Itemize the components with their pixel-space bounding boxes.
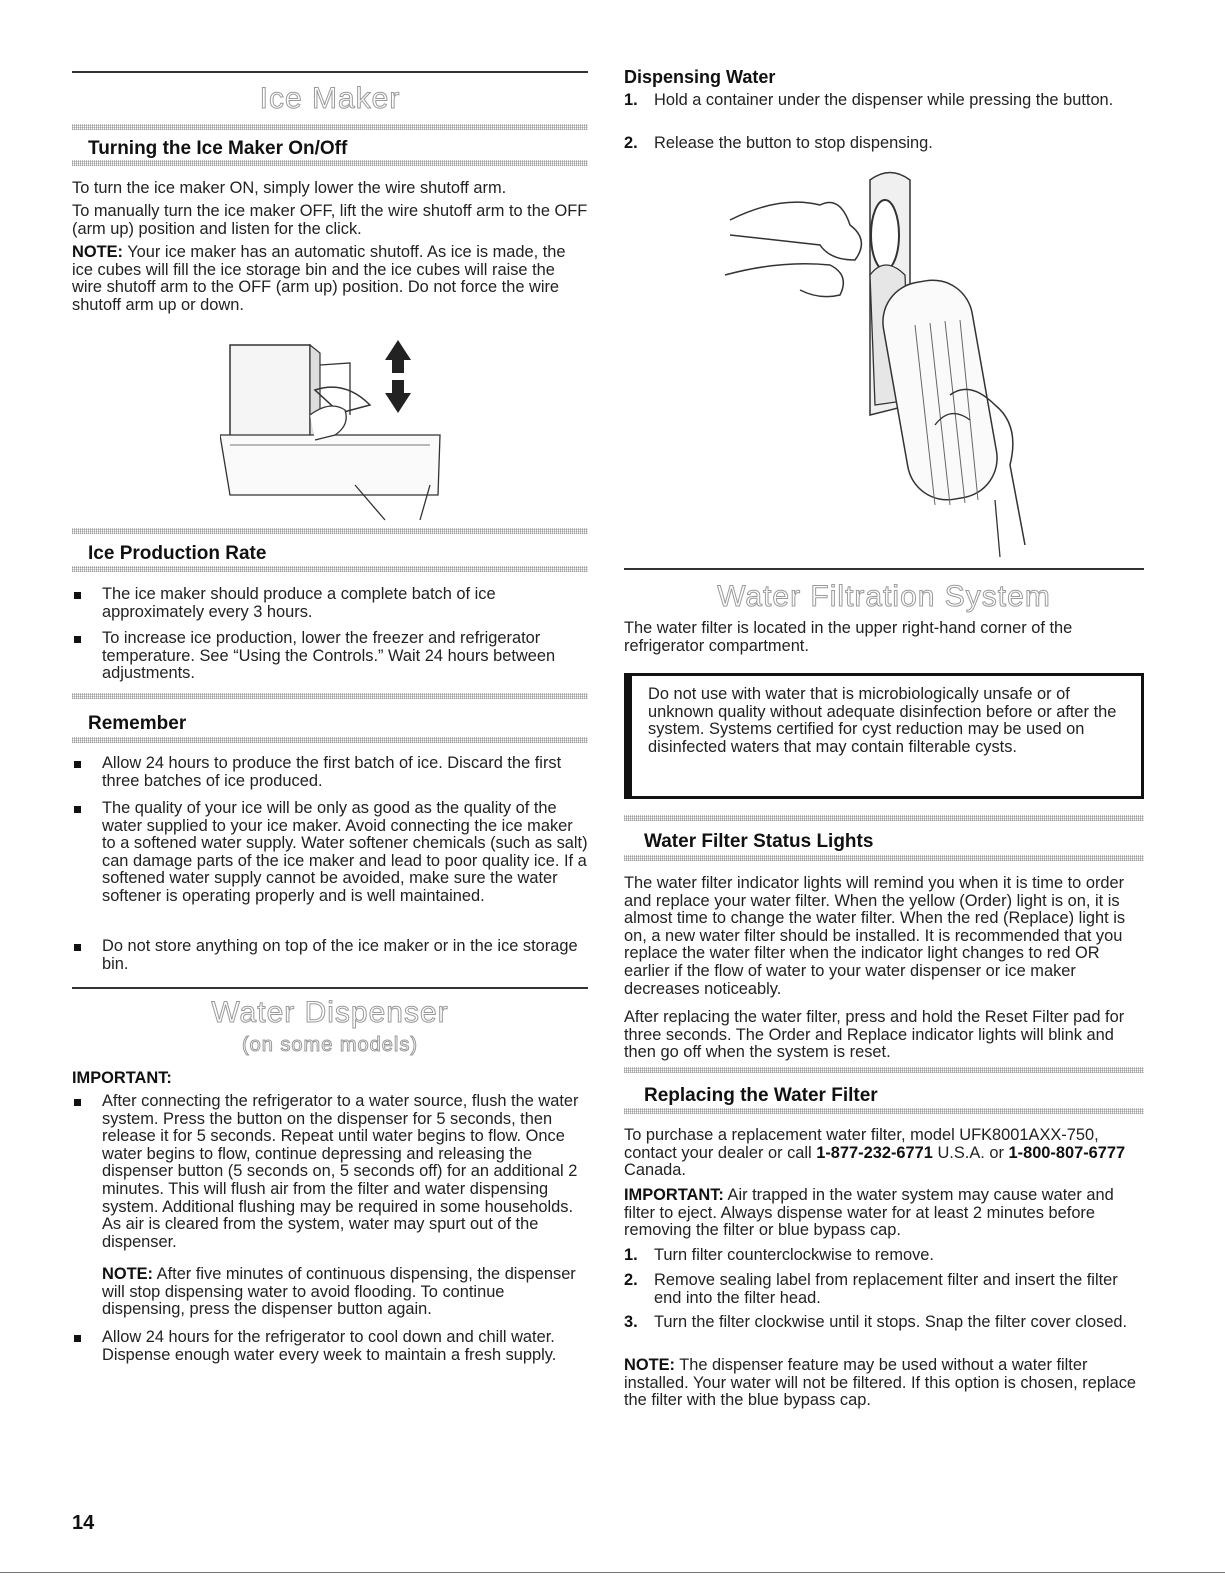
step-number: 1. [624,1246,638,1264]
production-bullet: The ice maker should produce a complete batch of ice approximately every 3 hours. [72,586,588,621]
status-p2: After replacing the water filter, press and hold the Reset Filter pad for three seconds. The Order and Replace indicator lights will blink and then go off when the system is reset. [624,1008,1125,1062]
remember-bullet: Do not store anything on top of the ice maker or in the ice storage bin. [72,938,588,973]
dispensing-step [624,135,1124,153]
divider [72,566,588,572]
down-arrow-icon [385,380,411,413]
status-heading: Water Filter Status Lights [644,831,874,852]
up-arrow-icon [385,340,411,373]
divider [624,1067,1144,1073]
note-label: NOTE: [624,1356,675,1374]
replacing-note [624,1357,1139,1410]
important-text: Air trapped in the water system may cause water and filter to eject. Always dispense water for at least 2 minutes before removing the filter or blue bypass cap. [624,1186,1114,1240]
section-rule [72,987,588,989]
filtration-title: Water Filtration System [717,580,1051,613]
replacing-step [624,1314,1139,1332]
purchase-text: U.S.A. or [932,1143,1009,1162]
top-rule-left [72,71,588,73]
divider [72,528,588,534]
step-text: Release the button to stop dispensing. [654,134,933,152]
replacing-p1 [624,1127,1139,1180]
dispensing-step [624,92,1124,110]
step-number: 3. [624,1313,638,1331]
replacing-important [624,1187,1139,1240]
dispenser-bullet: After connecting the refrigerator to a water source, flush the water system. Press the button on the dispenser for 5 seconds, then release it for 5 seconds. Repeat until water begins to flow. Once water begins to flow, continue depressing and releasing the dispenser button (5 seconds on, 5 seconds off) for an additional 2 minutes. This will flush air from the filter and water dispensing system. Additional flushing may be required in some households. As air is cleared from the system, water may spurt out of the dispenser. [72,1093,588,1251]
remember-bullet: The quality of your ice will be only as good as the quality of the water supplied to your ice maker. Avoid connecting the ice maker to a softened water supply. Water softener chemicals (such as salt) can damage parts of the ice maker and lead to poor quality ice. If a softened water supply cannot be avoided, make sure the water softener is operating properly and is well maintained. [72,800,588,906]
divider [624,855,1144,861]
step-text: Remove sealing label from replacement filter and insert the filter end into the filter head. [654,1271,1118,1307]
note-label: NOTE: [72,243,123,261]
step-number: 2. [624,134,638,152]
divider [72,737,588,743]
page-bottom-line [0,1572,1225,1573]
production-bullet: To increase ice production, lower the freezer and refrigerator temperature. See “Using the Controls.” Wait 24 hours between adjustments. [72,630,588,683]
ice-maker-title: Ice Maker [259,82,401,115]
dispenser-illustration [720,165,1060,560]
step-number: 2. [624,1271,638,1289]
remember-heading: Remember [88,713,187,734]
note-text: After five minutes of continuous dispensing, the dispenser will stop dispensing water to avoid flooding. To continue dispensing, press the dispenser button again. [102,1265,576,1319]
water-dispenser-title: Water Dispenser [211,996,449,1029]
turning-heading: Turning the Ice Maker On/Off [88,138,348,159]
ice-maker-illustration [220,335,450,525]
dispensing-heading: Dispensing Water [624,67,776,87]
step-text: Hold a container under the dispenser while pressing the button. [654,91,1114,109]
divider [72,160,588,166]
important-label [72,1070,588,1088]
production-heading: Ice Production Rate [88,543,267,564]
dispenser-note [102,1266,588,1319]
purchase-text: Canada. [624,1161,686,1180]
dispenser-bullet: Allow 24 hours for the refrigerator to cool down and chill water. Dispense enough water every week to maintain a fresh supply. [72,1329,588,1364]
phone-canada: 1-800-807-6777 [1008,1143,1126,1162]
turning-p2: To manually turn the ice maker OFF, lift the wire shutoff arm to the OFF (arm up) position and listen for the click. [72,202,588,238]
step-number: 1. [624,91,638,109]
important-label: IMPORTANT: [624,1186,724,1204]
divider [72,124,588,130]
important-text: IMPORTANT: [72,1069,172,1087]
note-text: Your ice maker has an automatic shutoff. As ice is made, the ice cubes will fill the ice storage bin and the ice cubes will raise the wire shutoff arm to the OFF (arm up) position. Do not force the wire shutoff arm up or down. [72,243,566,314]
note-label: NOTE: [102,1265,153,1283]
replacing-step [624,1272,1139,1307]
step-text: Turn the filter clockwise until it stops. Snap the filter cover closed. [654,1313,1128,1331]
phone-us: 1-877-232-6771 [816,1143,933,1162]
divider [624,815,1144,821]
warning-box: Do not use with water that is microbiologically unsafe or of unknown quality without adequate disinfection before or after the system. Systems certified for cyst reduction may be used on disinfected waters that may contain filterable cysts. [624,673,1144,799]
note-text: The dispenser feature may be used without a water filter installed. Your water will not be filtered. If this option is chosen, replace the filter with the blue bypass cap. [624,1356,1137,1410]
page-number: 14 [72,1512,95,1534]
replacing-step [624,1247,1139,1265]
remember-bullet: Allow 24 hours to produce the first batch of ice. Discard the first three batches of ice produced. [72,755,588,790]
section-rule [624,568,1144,570]
turning-p1: To turn the ice maker ON, simply lower the wire shutoff arm. [72,179,507,197]
water-dispenser-subtitle: (on some models) [241,1034,419,1056]
step-text: Turn filter counterclockwise to remove. [654,1246,934,1264]
divider [72,693,588,699]
status-p1: The water filter indicator lights will remind you when it is time to order and replace your water filter. When the yellow (Order) light is on, it is almost time to change the water filter. When the red (Replace) light is on, a new water filter should be installed. It is recommended that you replace the water filter when the indicator light changes to red OR earlier if the flow of water to your water dispenser or ice maker decreases noticeably. [624,874,1126,998]
purchase-text: To purchase a replacement water filter, model UFK8001AXX-750, contact your dealer or call [624,1126,1099,1162]
replacing-heading: Replacing the Water Filter [644,1085,878,1106]
divider [624,1108,1144,1114]
filtration-intro: The water filter is located in the upper right-hand corner of the refrigerator compartment. [624,619,1073,655]
turning-note [72,244,588,314]
